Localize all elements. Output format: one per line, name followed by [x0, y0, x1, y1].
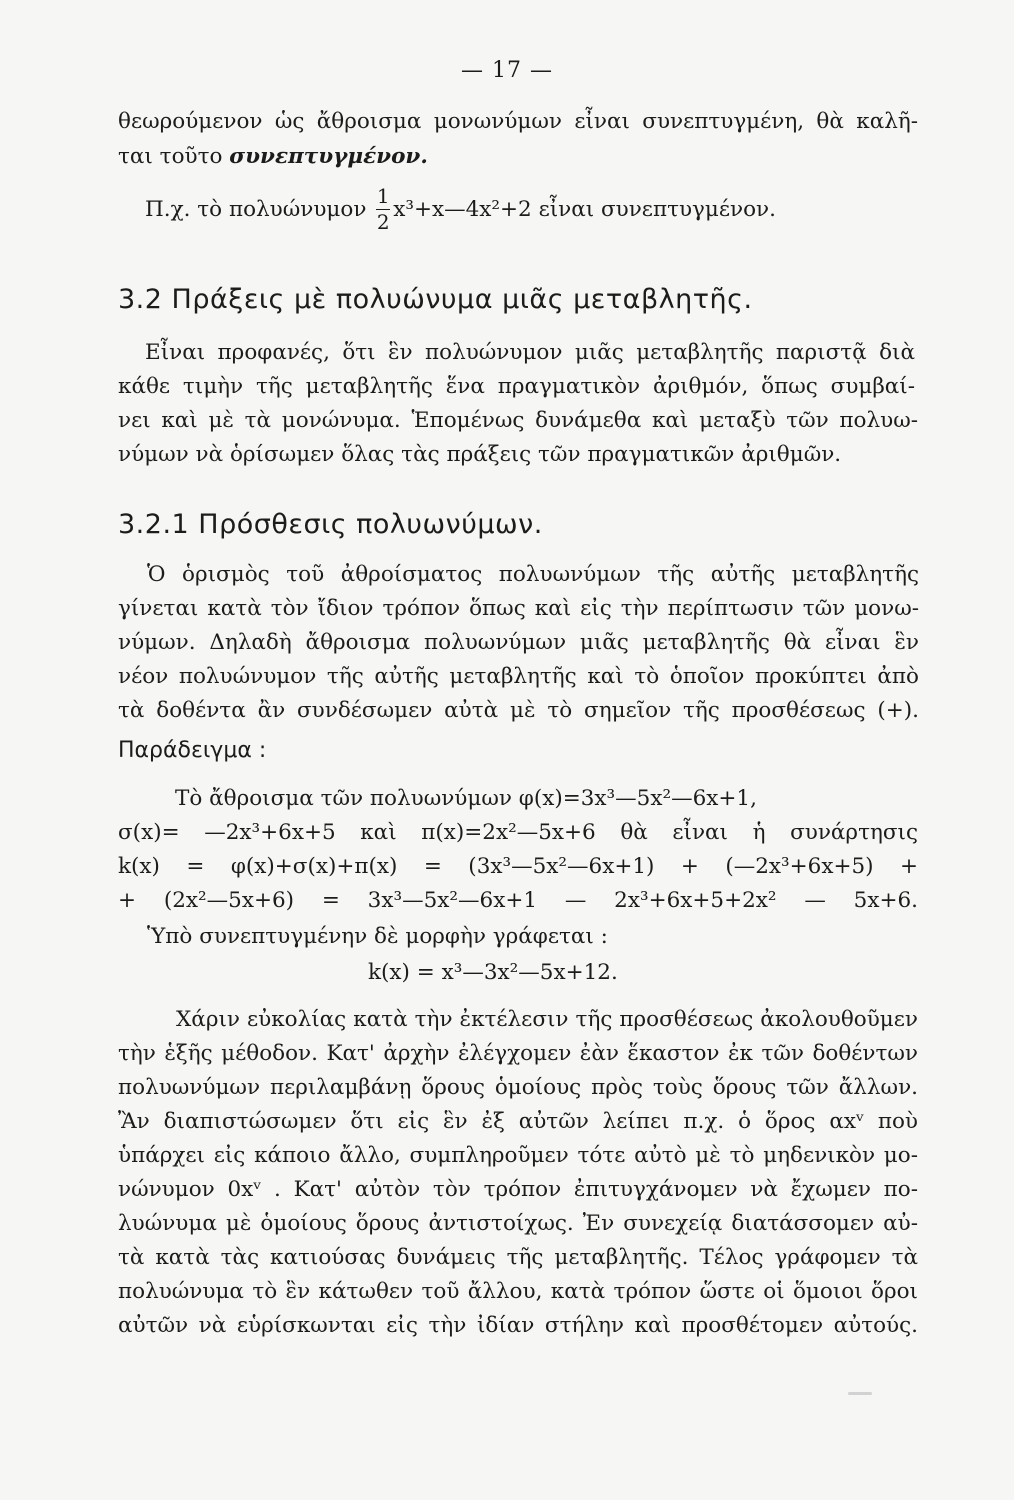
text-line: γίνεται κατὰ τὸν ἴδιον τρόπον ὅπως καὶ εἰς τὴν περίπτωσιν τῶν μονω- [118, 596, 919, 621]
text-line: θεωρούμενον ὡς ἄθροισμα μονωνύμων εἶναι συνεπτυγμένη, θὰ καλῆ- [118, 109, 918, 134]
example-line: Π.χ. τὸ πολυώνυμον $\frac{1}{2}$ x³+x—4x²+2 εἶναι συνεπτυγμένον. [145, 184, 776, 234]
text-line: Ὑπὸ συνεπτυγμένην δὲ μορφὴν γράφεται : [147, 924, 608, 949]
text-line: νώνυμον 0xᵛ . Κατ' αὐτὸν τὸν τρόπον ἐπιτυγχάνομεν νὰ ἔχωμεν πο- [118, 1177, 918, 1202]
text-line: αὐτῶν νὰ εὑρίσκωνται εἰς τὴν ἰδίαν στήλην καὶ προσθέτομεν αὐτούς. [118, 1313, 918, 1338]
text-line: κάθε τιμὴν τῆς μεταβλητῆς ἕνα πραγματικὸν ἀριθμόν, ὅπως συμβαί- [118, 374, 915, 399]
math-line: σ(x)= —2x³+6x+5 καὶ π(x)=2x²—5x+6 θὰ εἶναι ἡ συνάρτησις [118, 820, 918, 845]
math-line: k(x) = φ(x)+σ(x)+π(x) = (3x³—5x²—6x+1) + (—2x³+6x+5) + [118, 854, 918, 879]
math-line: Τὸ ἄθροισμα τῶν πολυωνύμων φ(x)=3x³—5x²—6x+1, [175, 786, 757, 811]
scan-mark [848, 1392, 872, 1395]
text-line: λυώνυμα μὲ ὁμοίους ὅρους ἀντιστοίχως. Ἐν συνεχείᾳ διατάσσομεν αὐ- [118, 1211, 918, 1236]
text-line: νύμων. Δηλαδὴ ἄθροισμα πολυωνύμων μιᾶς μεταβλητῆς θὰ εἶναι ἓν [118, 630, 919, 655]
text-line: πολυώνυμα τὸ ἓν κάτωθεν τοῦ ἄλλου, κατὰ τρόπον ὥστε οἱ ὅμοιοι ὅροι [118, 1279, 918, 1304]
example-label: Παράδειγμα : [118, 738, 267, 763]
text-line: τὰ κατὰ τὰς κατιούσας δυνάμεις τῆς μεταβλητῆς. Τέλος γράφομεν τὰ [118, 1245, 918, 1270]
text-line: πολυωνύμων περιλαμβάνῃ ὅρους ὁμοίους πρὸς τοὺς ὅρους τῶν ἄλλων. [118, 1075, 918, 1100]
text-line: Ὁ ὁρισμὸς τοῦ ἀθροίσματος πολυωνύμων τῆς αὐτῆς μεταβλητῆς [147, 562, 919, 587]
text-line: νέον πολυώνυμον τῆς αὐτῆς μεταβλητῆς καὶ τὸ ὁποῖον προκύπτει ἀπὸ [118, 664, 919, 689]
text-line: Ἂν διαπιστώσωμεν ὅτι εἰς ἓν ἐξ αὐτῶν λείπει π.χ. ὁ ὅρος αxᵛ ποὺ [118, 1109, 918, 1134]
text-line: νει καὶ μὲ τὰ μονώνυμα. Ἑπομένως δυνάμεθα καὶ μεταξὺ τῶν πολυω- [118, 408, 918, 433]
text-line: ὑπάρχει εἰς κάποιο ἄλλο, συμπληροῦμεν τότε αὐτὸ μὲ τὸ μηδενικὸν μο- [118, 1143, 918, 1168]
text-line: Χάριν εὐκολίας κατὰ τὴν ἐκτέλεσιν τῆς προσθέσεως ἀκολουθοῦμεν [176, 1007, 918, 1032]
math-line: + (2x²—5x+6) = 3x³—5x²—6x+1 — 2x³+6x+5+2x² — 5x+6. [118, 888, 918, 913]
text-line: τὰ δοθέντα ἂν συνδέσωμεν αὐτὰ μὲ τὸ σημεῖον τῆς προσθέσεως (+). [118, 698, 919, 723]
defined-term: συνεπτυγμένον. [229, 144, 428, 169]
text-line: νύμων νὰ ὁρίσωμεν ὅλας τὰς πράξεις τῶν πραγματικῶν ἀριθμῶν. [118, 442, 842, 467]
section-heading: 3.2 Πράξεις μὲ πολυώνυμα μιᾶς μεταβλητῆς. [118, 284, 753, 315]
page-number: — 17 — [461, 58, 553, 83]
text-line: ται τοῦτο συνεπτυγμένον. [118, 144, 428, 169]
math-result: k(x) = x³—3x²—5x+12. [368, 960, 618, 985]
text-line: Εἶναι προφανές, ὅτι ἓν πολυώνυμον μιᾶς μεταβλητῆς παριστᾷ διὰ [145, 340, 915, 365]
subsection-heading: 3.2.1 Πρόσθεσις πολυωνύμων. [118, 509, 543, 540]
text-line: τὴν ἑξῆς μέθοδον. Κατ' ἀρχὴν ἐλέγχομεν ἐὰν ἕκαστον ἐκ τῶν δοθέντων [118, 1041, 918, 1066]
fraction-one-half: $\frac{1}{2}$ [376, 184, 390, 234]
